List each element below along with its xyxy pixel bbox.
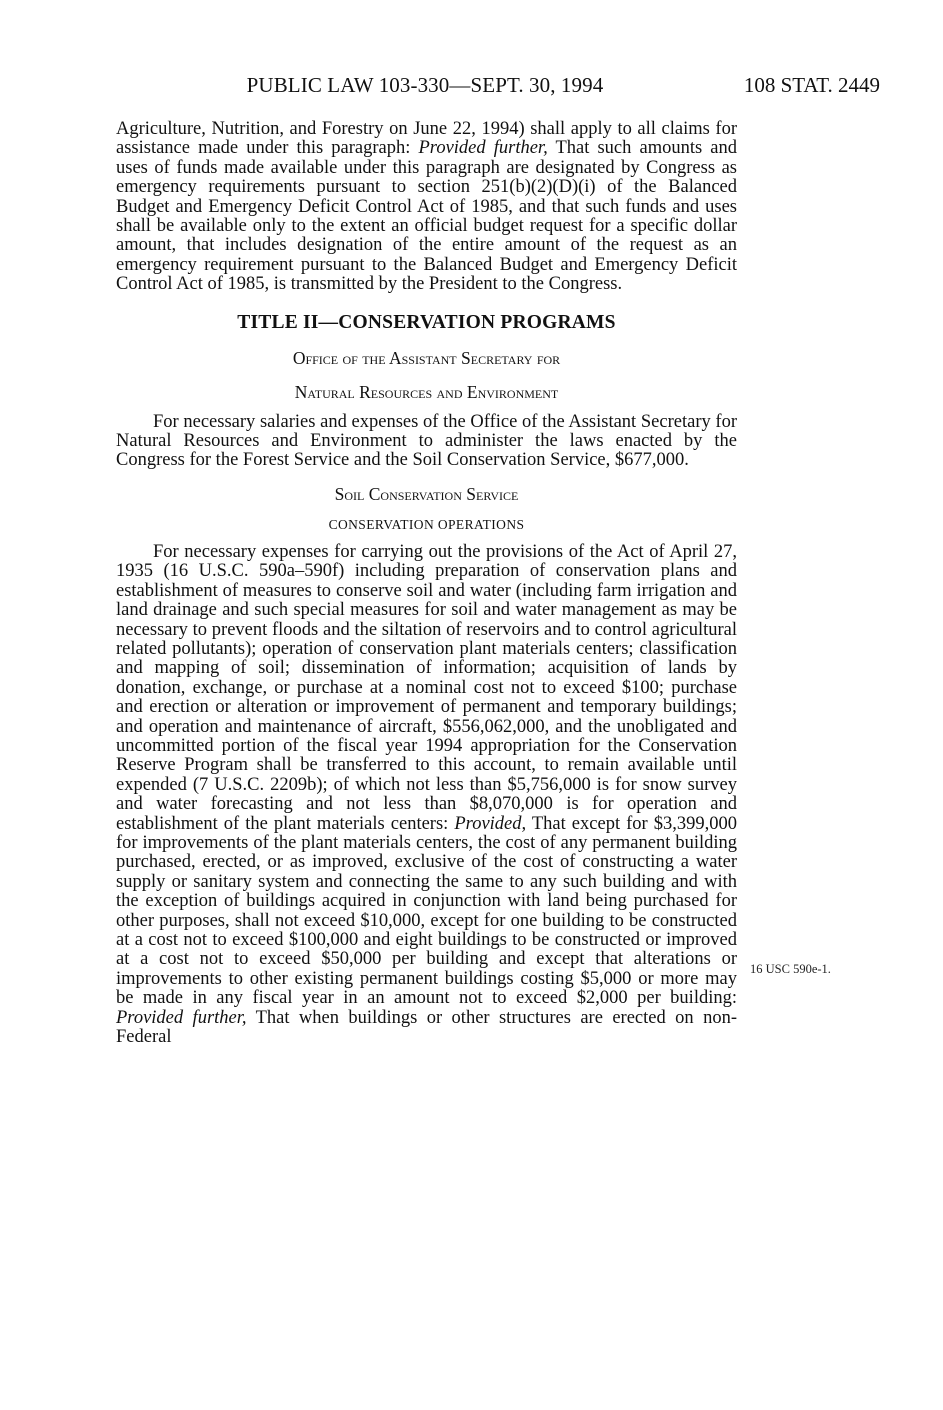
office-heading-line2: Natural Resources and Environment (294, 381, 559, 402)
subheading-conservation-operations: CONSERVATION OPERATIONS (328, 516, 525, 532)
proviso-italic: Provided further, (116, 1007, 247, 1028)
statute-page-number: 108 STAT. 2449 (743, 73, 880, 97)
paragraph-text: That such amounts and uses of funds made available under this paragraph are designated by Congress as emergency requirements pursuant to section 251(b)(2)(D)(i) of the Balanced Budget and Emergency Deficit Control Act of 1985, and that such funds and uses shall be available only to the extent an official budget request for a specific dollar amount, that includes designation of the entire amount of the request as an emergency requirement pursuant to the Balanced Budget and Emergency Deficit Control Act of 1985, is transmitted by the President to the Congress. (116, 138, 737, 295)
proviso-italic: Provided, (454, 813, 527, 834)
paragraph-text: That when buildings or other structures are erected on non-Federal (116, 1007, 737, 1048)
paragraph-conservation-operations (116, 543, 737, 1048)
office-heading-line1: Office of the Assistant Secretary for (292, 347, 561, 368)
paragraph-emergency-requirements (116, 120, 737, 295)
paragraph-text: That except for $3,399,000 for improvements of the plant materials centers, the cost of any permanent building purchased, erected, or as improved, exclusive of the cost of constructing a water supply or sanitary system and connecting the same to any such building and with the exception of buildings acquired in conjunction with land being purchased for other purposes, shall not exceed $10,000, except for one building to be constructed at a cost not to exceed $100,000 and eight buildings to be constructed or improved at a cost not to exceed $50,000 per building and except that alterations or improvements to other existing permanent buildings costing $5,000 or more may be made in any fiscal year in an amount not to exceed $2,000 per building: (116, 813, 738, 1009)
paragraph-text: For necessary expenses for carrying out the provisions of the Act of April 27, 1935 (16 U.S.C. 590a–590f) including preparation of conservation plans and establishment of measures to conserve soil and water (including farm irrigation and land drainage and such special measures for soil and water management as may be necessary to prevent floods and the siltation of reservoirs and to control agricultural related pollutants); operation of conservation plant materials centers; classification and mapping of soil; dissemination of information; acquisition of lands by donation, exchange, or purchase at a nominal cost not to exceed $100; purchase and erection or alteration or improvement of permanent and temporary buildings; and operation and maintenance of aircraft, $556,062,000, and the unobligated and uncommitted portion of the fiscal year 1994 appropriation for the Conservation Reserve Program shall be transferred to this account, to remain available until expended (7 U.S.C. 2209b); of which not less than $5,756,000 is for snow survey and water forecasting and not less than $8,070,000 is for operation and establishment of the plant materials centers: (116, 541, 737, 834)
agency-heading: Soil Conservation Service (334, 483, 519, 504)
page-header (0, 70, 943, 100)
body-text (116, 120, 737, 1047)
proviso-italic: Provided further, (418, 138, 548, 159)
paragraph-office-salaries: For necessary salaries and expenses of the Office of the Assistant Secretary for Natural Resources and Environment to administer the laws enacted by the Congress for the Forest Service and the Soil Conservation Service, $677,000. (116, 411, 737, 471)
paragraph-text: Agriculture, Nutrition, and Forestry on June 22, 1994) shall apply to all claims for assistance made under this paragraph: (116, 119, 737, 159)
running-head: PUBLIC LAW 103-330—SEPT. 30, 1994 (246, 73, 604, 97)
margin-citation-note: 16 USC 590e-1. (750, 962, 831, 976)
title-heading: TITLE II—CONSERVATION PROGRAMS (237, 311, 616, 333)
